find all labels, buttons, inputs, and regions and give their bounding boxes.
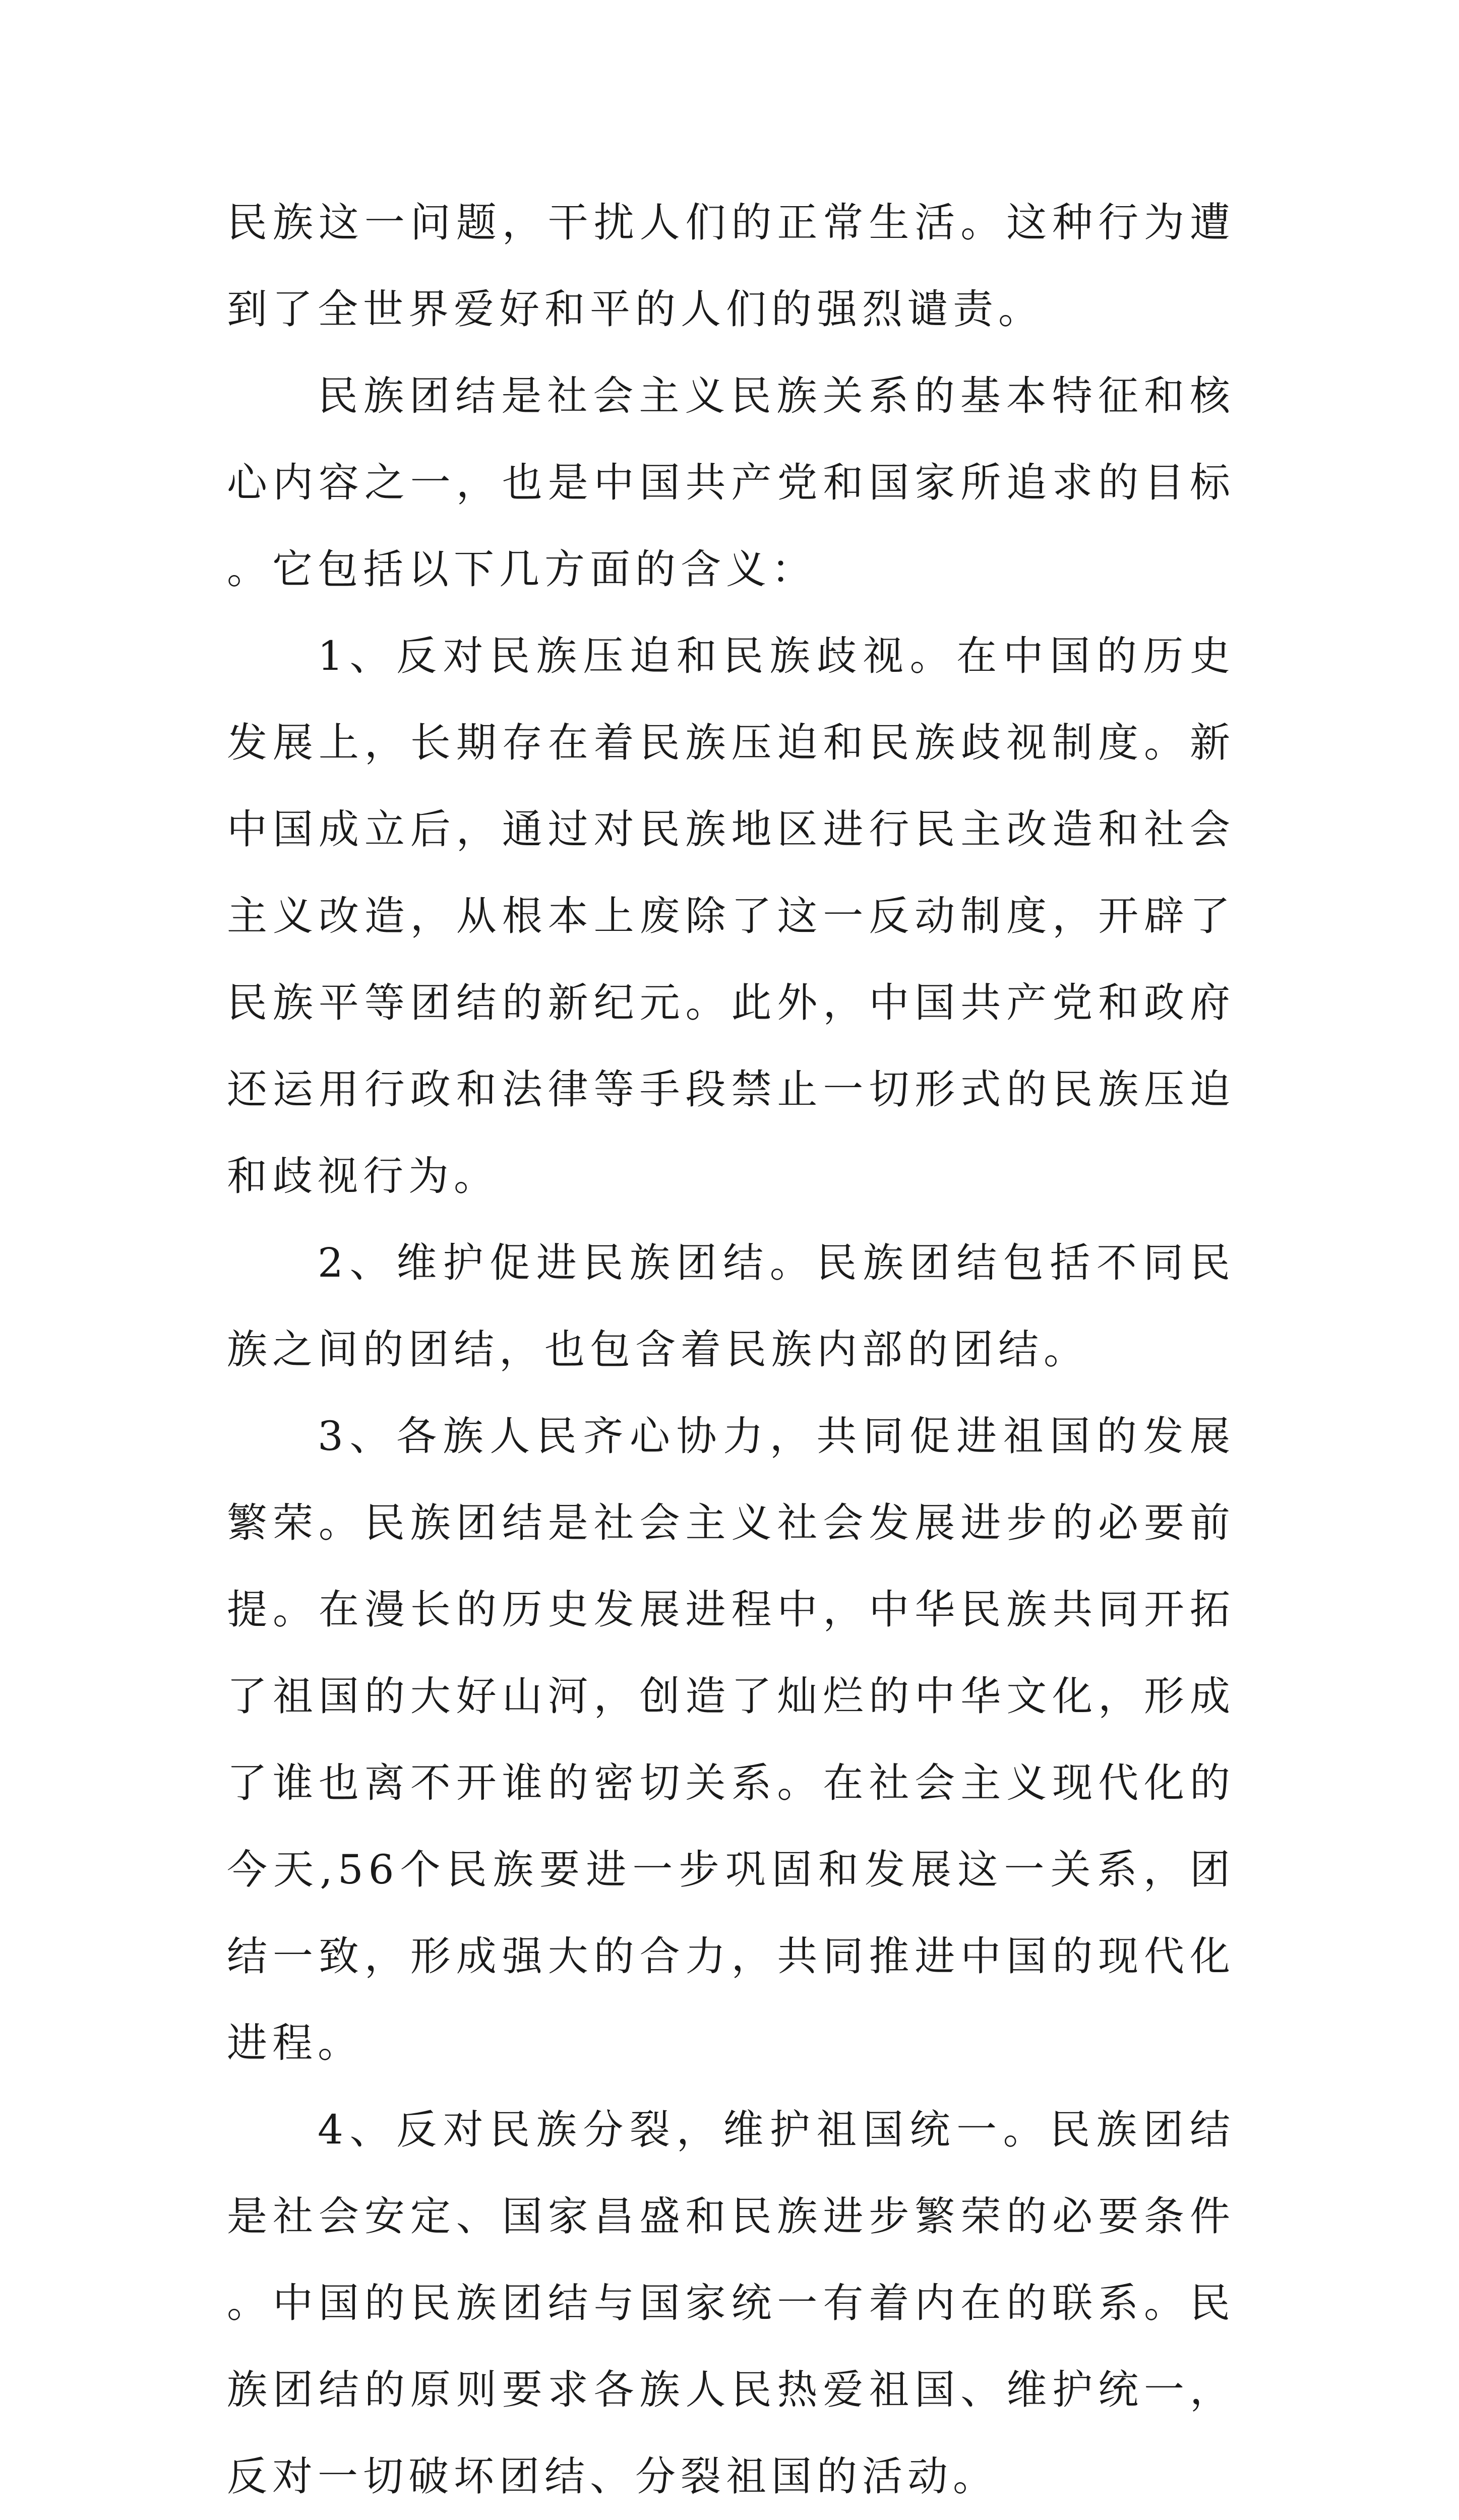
paragraph: 3、各族人民齐心协力，共同促进祖国的发展繁荣。民族团结是社会主义社会发展进步的必要前提。在漫长的历史发展进程中，中华民族共同开拓了祖国的大好山河，创造了灿烂的中华文化，形成了谁也离不开谁的密切关系。在社会主义现代化的今天,56个民族要进一步巩固和发展这一关系，团结一致，形成强大的合力，共同推进中国的现代化进程。 [227, 1413, 1235, 2066]
paragraph: 民族这一问题，干扰人们的正常生活。这种行为遭到了全世界爱好和平的人们的强烈谴责。 [227, 199, 1235, 333]
paragraph: 2、维护促进民族团结。民族团结包括不同民族之间的团结，也包含着民族内部的团结。 [227, 1239, 1235, 1373]
paragraph: 1、反对民族压迫和民族歧视。在中国的历史发展上，长期存在着民族压迫和民族歧视制度。新中国成立后，通过对民族地区进行民主改造和社会主义改造，从根本上废除了这一反动制度，开辟了民族平等团结的新纪元。此外，中国共产党和政府还运用行政和法律等手段禁止一切形式的民族压迫和歧视行为。 [227, 633, 1235, 1200]
paragraph: 4、反对民族分裂，维护祖国统一。民族团结是社会安定、国家昌盛和民族进步繁荣的必要条件。中国的民族团结与国家统一有着内在的联系。民族团结的原则要求各族人民热爱祖国、维护统一，反对一切破坏团结、分裂祖国的活动。 [227, 2106, 1235, 2500]
paragraph: 民族团结是社会主义民族关系的基本特征和核心内容之一，也是中国共产党和国家所追求的目标。它包括以下几方面的含义： [227, 372, 1235, 593]
document-body [227, 179, 1235, 2520]
